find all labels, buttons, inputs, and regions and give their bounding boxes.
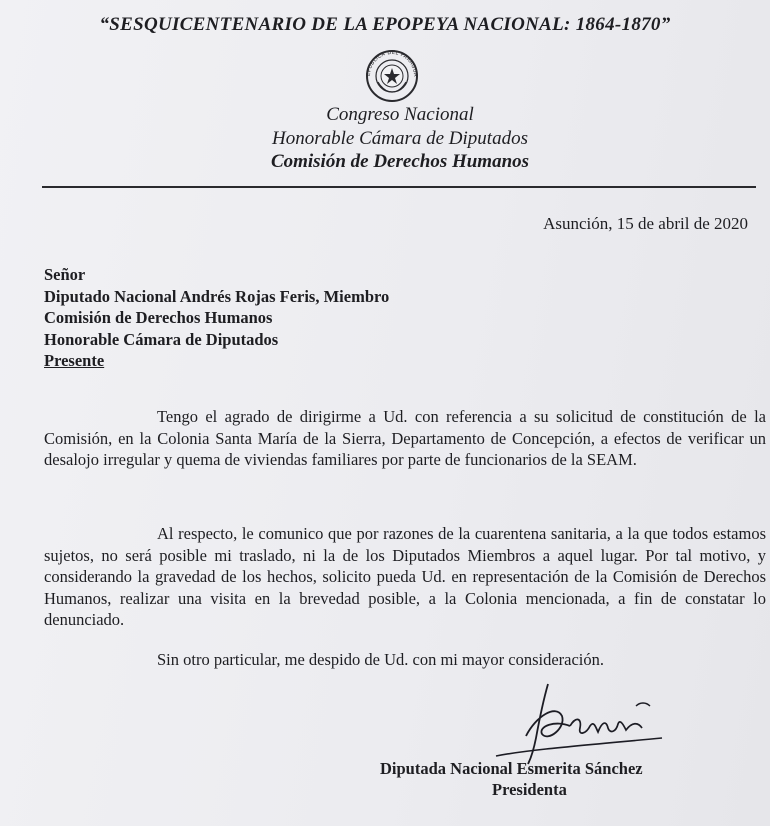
letter-date: Asunción, 15 de abril de 2020: [543, 214, 748, 233]
letterhead-motto: “SESQUICENTENARIO DE LA EPOPEYA NACIONAL: 1864-1870”: [99, 14, 671, 35]
seal-text: EPUBLICA DEL PARAGUA: [365, 49, 419, 77]
closing-line: Sin otro particular, me despido de Ud. con mi mayor consideración.: [157, 650, 605, 669]
national-seal-icon: [356, 46, 428, 102]
body-paragraph-1: Tengo el agrado de dirigirme a Ud. con referencia a su solicitud de constitución de la Comisión, en la Colonia Santa María de la Sierra, Departamento de Concepción, a efectos de verificar un desalojo irregular y quema de viviendas familiares por parte de funcionarios de la SEAM.: [44, 407, 766, 469]
institution-commission: Comisión de Derechos Humanos: [270, 151, 530, 172]
institution-chamber: Honorable Cámara de Diputados: [272, 128, 528, 149]
addressee-presente: Presente: [44, 351, 105, 370]
institution-congress: Congreso Nacional: [326, 104, 474, 125]
letterhead-divider: [42, 186, 756, 188]
addressee-line: Honorable Cámara de Diputados: [44, 329, 279, 349]
signer-name: Diputada Nacional Esmerita Sánchez: [380, 759, 643, 778]
addressee-block: [44, 264, 389, 372]
addressee-line: Comisión de Derechos Humanos: [44, 308, 273, 327]
addressee-line: Señor: [44, 265, 86, 284]
body-paragraph-2: Al respecto, le comunico que por razones de la cuarentena sanitaria, a la que todos estamos sujetos, no será posible mi traslado, ni la de los Diputados Miembros a aquel lugar. Por tal motivo, y considerando la gravedad de los hechos, solicito pueda Ud. en representación de la Comisión de Derechos Humanos, realizar una visita en la brevedad posible, a la Colonia mencionada, a fin de constatar lo denunciado.: [44, 524, 766, 629]
addressee-line: Diputado Nacional Andrés Rojas Feris, Miembro: [44, 286, 390, 306]
signer-title: Presidenta: [492, 780, 567, 799]
